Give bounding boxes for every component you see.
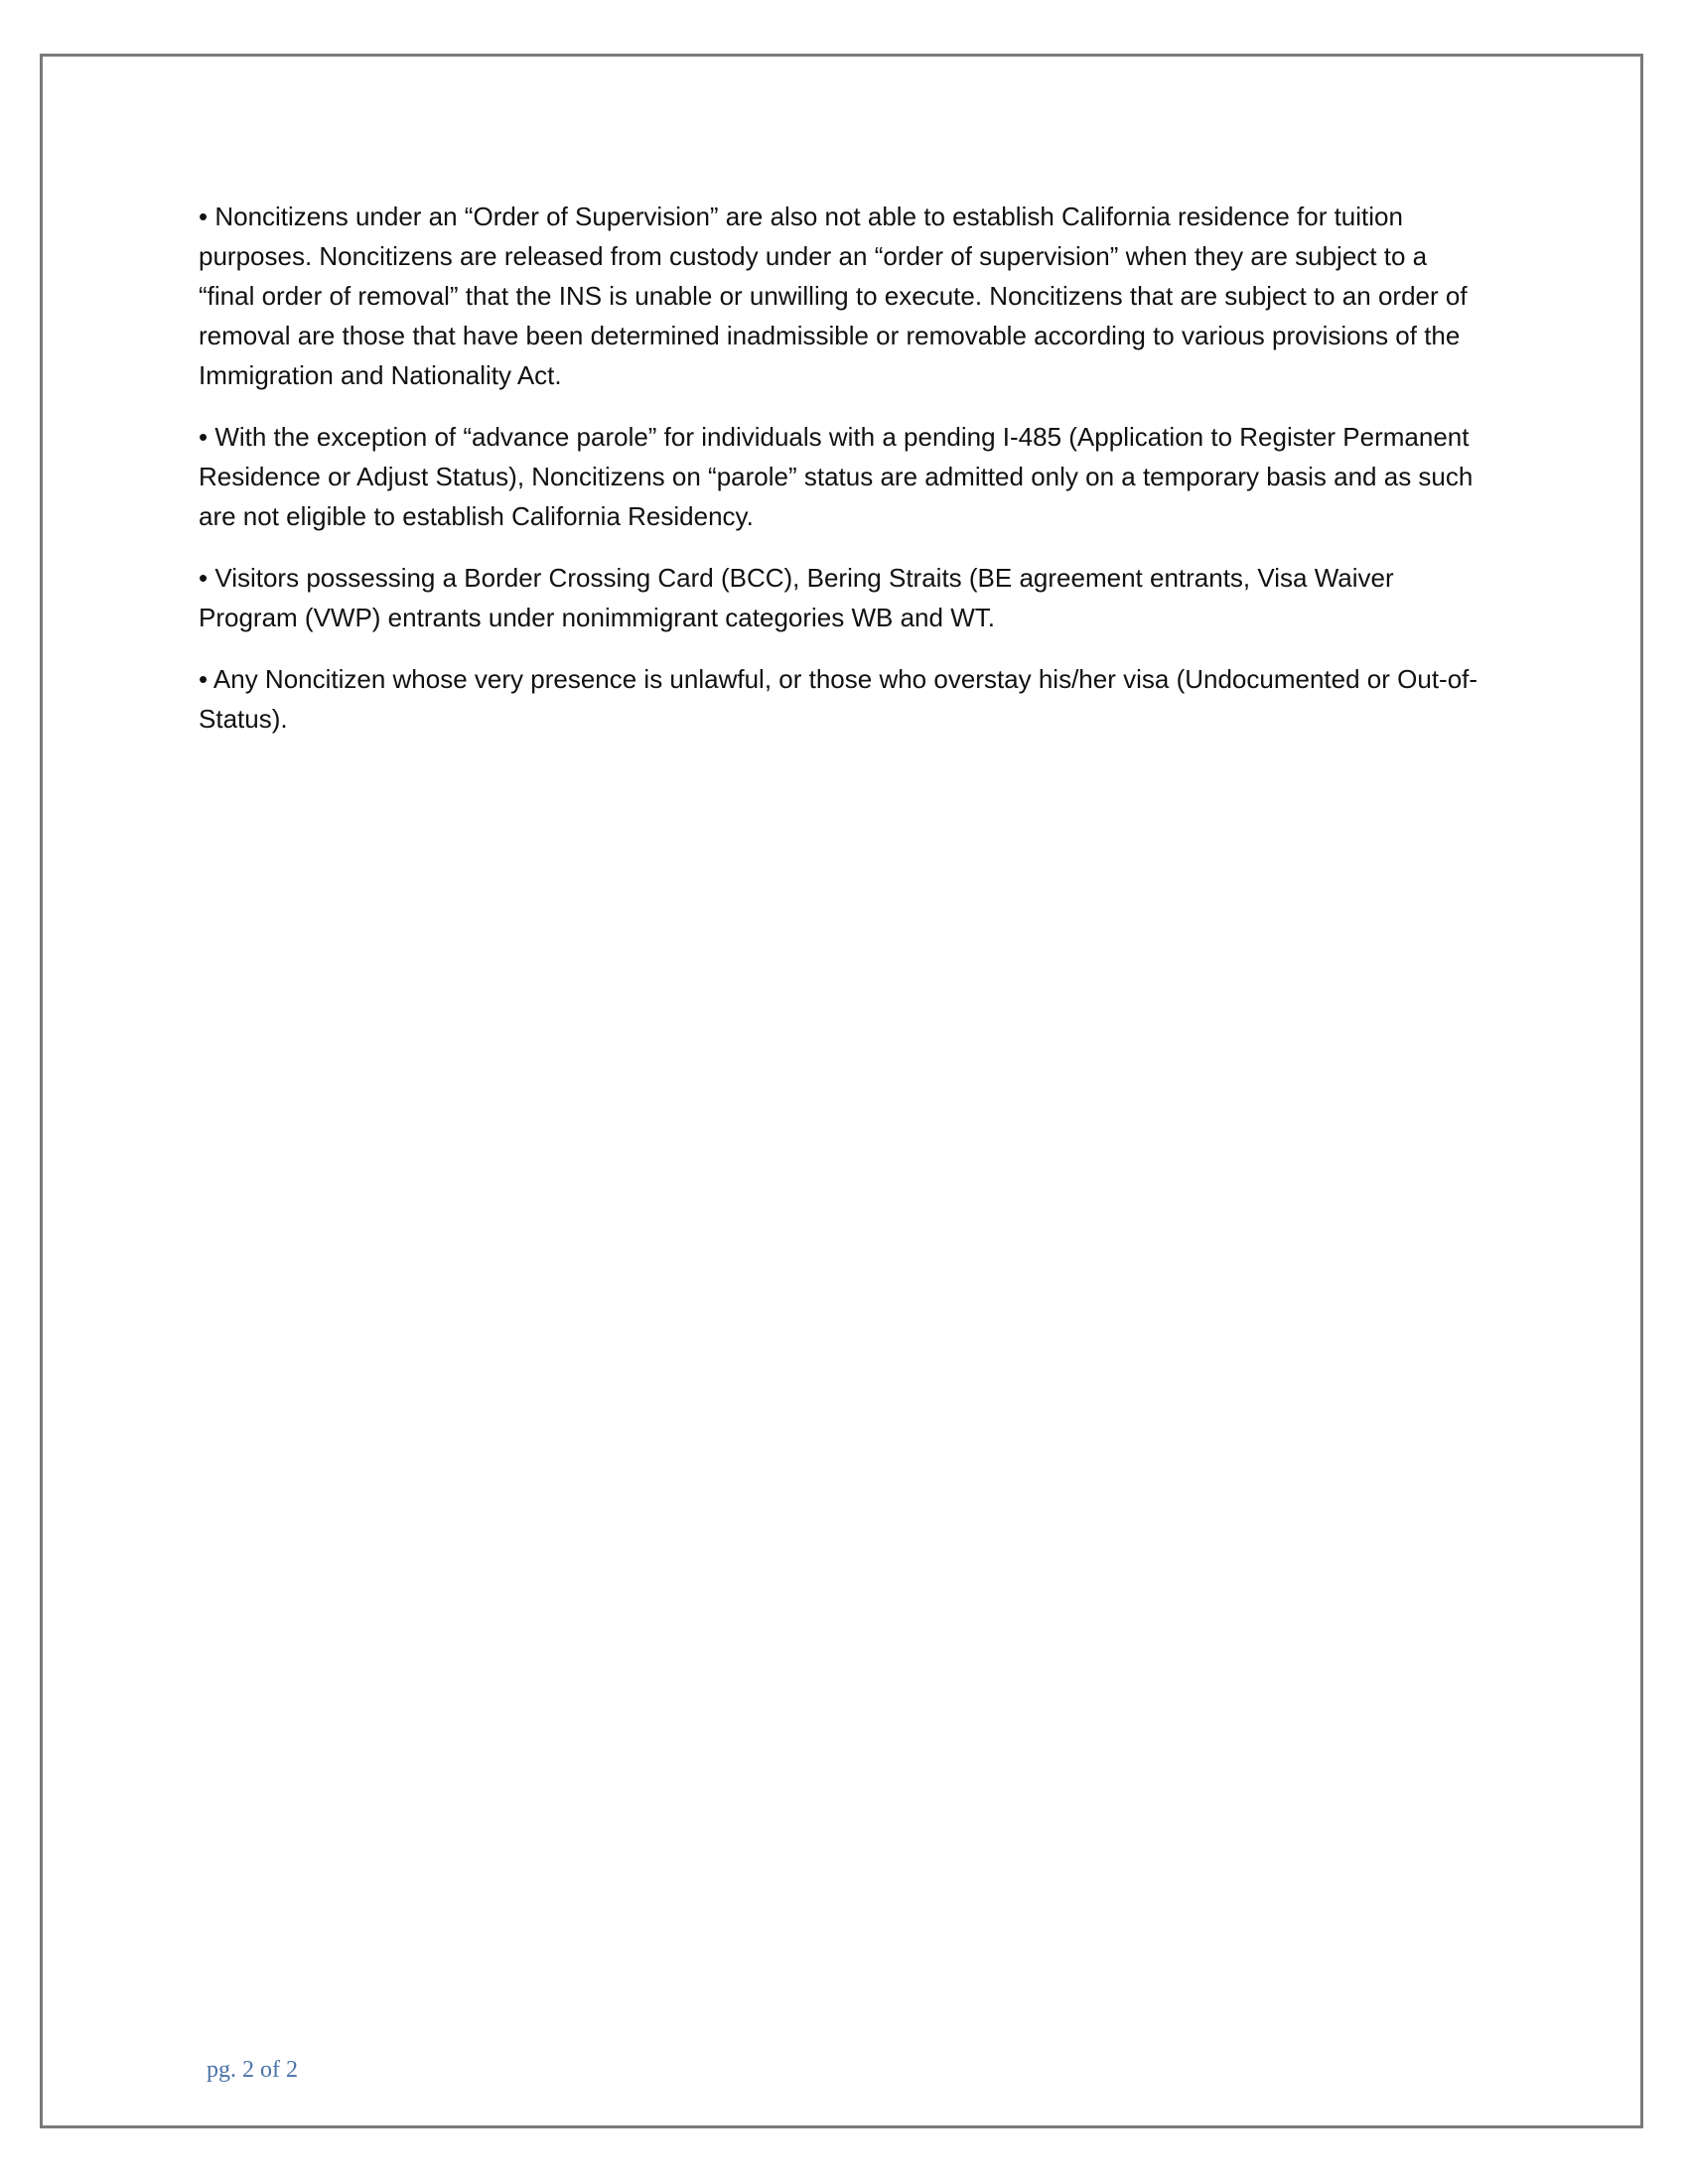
paragraph-advance-parole: • With the exception of “advance parole” for individuals with a pending I-485 (Application to Register Permanent Residence or Adjust Status), Noncitizens on “parole” status are admitted only on a temporary basis and as such are not eligible to establish California Residency.: [199, 422, 1474, 531]
paragraph-unlawful-presence: • Any Noncitizen whose very presence is unlawful, or those who overstay his/her visa (Undocumented or Out-of-Status).: [199, 664, 1478, 734]
document-body: [199, 197, 1489, 760]
paragraph-order-of-supervision: • Noncitizens under an “Order of Supervision” are also not able to establish California residence for tuition purposes. Noncitizens are released from custody under an “order of supervision” when they are subject to a “final order of removal” that the INS is unable or unwilling to execute. Noncitizens that are subject to an order of removal are those that have been determined inadmissible or removable according to various provisions of the Immigration and Nationality Act.: [199, 202, 1468, 390]
paragraph-border-crossing-visitors: • Visitors possessing a Border Crossing Card (BCC), Bering Straits (BE agreement entrants, Visa Waiver Program (VWP) entrants under nonimmigrant categories WB and WT.: [199, 563, 1394, 632]
page-number: pg. 2 of 2: [207, 2057, 298, 2083]
